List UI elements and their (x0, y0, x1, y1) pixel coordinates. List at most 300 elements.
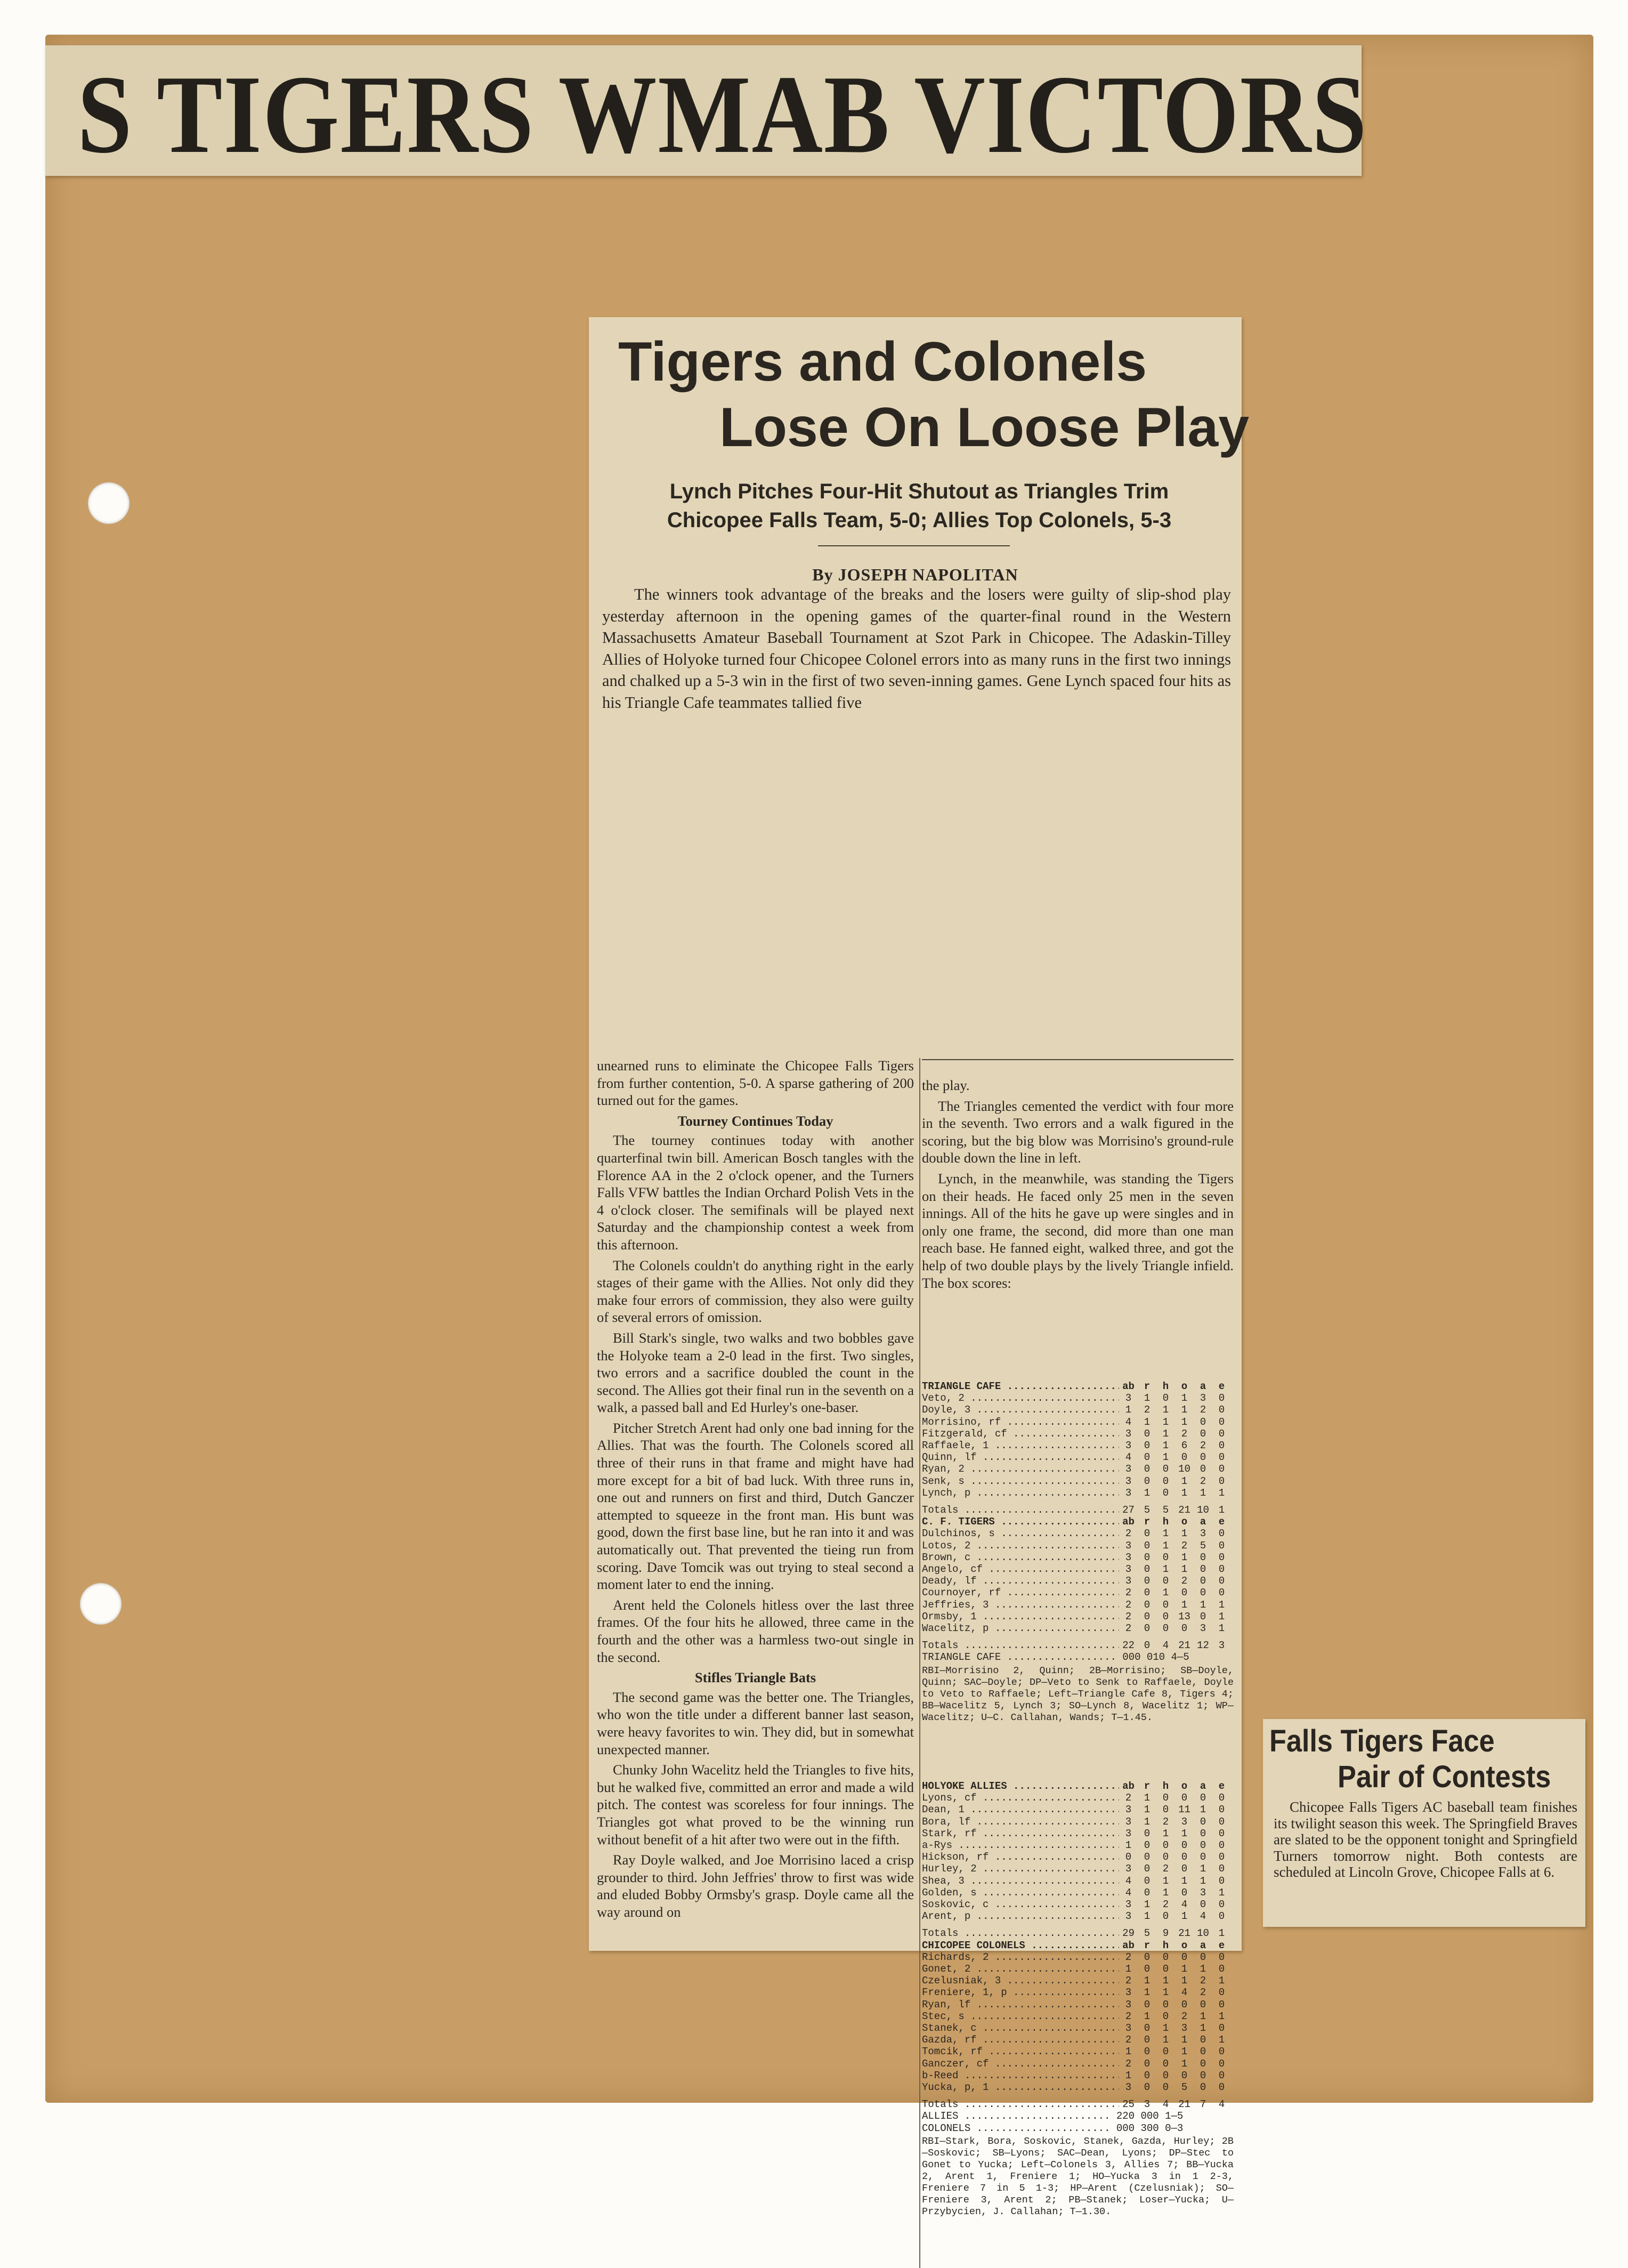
stat-value: e (1218, 1939, 1225, 1951)
stat-value: e (1218, 1381, 1225, 1392)
stat-value: 4 (1125, 1451, 1132, 1464)
box-score-allies-colonels (922, 1780, 1234, 2222)
stat-value: 0 (1125, 1851, 1132, 1863)
player-name: Hickson, rf ..... (922, 1851, 1119, 1863)
player-name: Dulchinos, s ..... (922, 1528, 1119, 1539)
box-player-row (922, 1975, 1234, 1987)
stat-value: 0 (1162, 1551, 1169, 1563)
stat-value: 1 (1218, 1504, 1225, 1516)
stat-value: 2 (1181, 1427, 1188, 1440)
stat-values (1119, 1975, 1231, 1987)
stat-value: 2 (1200, 1440, 1206, 1452)
stat-value: 0 (1144, 1610, 1151, 1623)
stat-value: 1 (1144, 1487, 1151, 1499)
stat-values (1119, 1428, 1231, 1440)
left-column-paragraph: Bill Stark's single, two walks and two bobbles gave the Holyoke team a 2-0 lead in the first. Two singles, two errors and a sacrifice doubled the count in the second. The Allies got their final run in the seventh on a walk, a passed ball and Ed Hurley's one-baser. (597, 1329, 914, 1416)
player-name: Hurley, 2 ..... (922, 1863, 1119, 1875)
stat-value: 1 (1181, 2057, 1188, 2070)
stat-value: 13 (1178, 1610, 1190, 1623)
stat-value: 0 (1200, 1575, 1206, 1587)
player-name: Raffaele, 1 ..... (922, 1440, 1119, 1451)
subhead: Tourney Continues Today (677, 1112, 833, 1129)
stat-value: 0 (1144, 1863, 1151, 1875)
stat-value: 1 (1181, 1404, 1188, 1416)
stat-values (1119, 1987, 1231, 1998)
stat-value: 0 (1200, 1463, 1206, 1475)
stat-value: 0 (1218, 1998, 1225, 2011)
stat-value: 0 (1162, 1998, 1169, 2011)
stat-value: 2 (1144, 1404, 1151, 1416)
player-name: C. F. TIGERS ..... (922, 1516, 1119, 1528)
stat-value: 1 (1218, 1886, 1225, 1899)
stat-value: 0 (1218, 1804, 1225, 1816)
stat-value: 0 (1218, 1575, 1225, 1587)
stat-value: 0 (1200, 1998, 1206, 2011)
stat-values (1119, 2070, 1231, 2081)
player-name: Czelusniak, 3 ..... (922, 1975, 1119, 1987)
stat-value: 0 (1162, 2046, 1169, 2058)
stat-value: 0 (1162, 1910, 1169, 1923)
stat-value: 27 (1122, 1504, 1135, 1516)
stat-value: 0 (1144, 1563, 1151, 1576)
stat-value: 2 (1125, 1792, 1132, 1804)
stat-value: 3 (1125, 1539, 1132, 1552)
article-clipping (589, 317, 1250, 2217)
stat-values (1119, 2034, 1231, 2046)
box-player-row (922, 1910, 1234, 1922)
stat-value: 4 (1125, 1416, 1132, 1428)
stat-value: 0 (1218, 2069, 1225, 2081)
stat-values (1119, 1963, 1231, 1975)
stat-value: 0 (1218, 1875, 1225, 1887)
stat-values (1119, 1804, 1231, 1815)
box-header-row (922, 1780, 1234, 1792)
stat-value: 1 (1181, 1875, 1188, 1887)
box-player-row (922, 1451, 1234, 1463)
stat-value: 0 (1144, 1963, 1151, 1975)
stat-value: 0 (1218, 1827, 1225, 1839)
box-header-row (922, 1516, 1234, 1528)
stat-value: 3 (1218, 1640, 1225, 1652)
stat-value: 1 (1125, 1963, 1132, 1975)
stat-value: 0 (1144, 2034, 1151, 2046)
headline-line-1: Tigers and Colonels (618, 331, 1147, 393)
stat-value: 5 (1144, 1504, 1151, 1516)
stat-value: h (1162, 1516, 1169, 1528)
box-player-row (922, 2034, 1234, 2046)
box-player-row (922, 1552, 1234, 1563)
stat-value: 1 (1144, 1392, 1151, 1405)
stat-value: 0 (1181, 2069, 1188, 2081)
stat-value: 0 (1218, 1792, 1225, 1804)
stat-value: 1 (1125, 2046, 1132, 2058)
stat-value: 10 (1197, 1927, 1209, 1940)
stat-value: 11 (1178, 1804, 1190, 1816)
stat-value: 1 (1144, 2010, 1151, 2022)
box-player-row (922, 1475, 1234, 1487)
stat-value: 2 (1125, 1610, 1132, 1623)
stat-value: 1 (1162, 2022, 1169, 2035)
stat-value: 3 (1125, 1440, 1132, 1452)
stat-value: 1 (1218, 1599, 1225, 1611)
stat-values (1119, 1487, 1231, 1499)
subhead: Stifles Triangle Bats (694, 1669, 816, 1686)
stat-value: 3 (1125, 1815, 1132, 1828)
stat-value: 1 (1218, 1975, 1225, 1987)
stat-value: 0 (1144, 1528, 1151, 1540)
player-name: Soskovic, c ..... (922, 1899, 1119, 1910)
stat-value: 10 (1178, 1463, 1190, 1475)
stat-value: 3 (1125, 2081, 1132, 2094)
stat-value: 0 (1144, 1599, 1151, 1611)
box-player-row (922, 1623, 1234, 1634)
stat-value: 1 (1162, 1563, 1169, 1576)
stat-value: 0 (1200, 1551, 1206, 1563)
player-name: Dean, 1 ..... (922, 1804, 1119, 1815)
box-player-row (922, 2081, 1234, 2093)
stat-value: 2 (1200, 1475, 1206, 1487)
box-player-row (922, 1440, 1234, 1451)
stat-value: ab (1122, 1516, 1135, 1528)
stat-values (1119, 1440, 1231, 1451)
stat-value: ab (1122, 1939, 1135, 1951)
stat-values (1119, 1828, 1231, 1839)
box-player-row (922, 1587, 1234, 1599)
stat-value: 0 (1144, 1539, 1151, 1552)
stat-value: 21 (1178, 1640, 1190, 1652)
stat-values (1119, 1640, 1231, 1651)
stat-value: 0 (1200, 2034, 1206, 2046)
box-header-row (922, 1940, 1234, 1951)
stat-value: r (1144, 1381, 1151, 1392)
right-column-paragraph: Lynch, in the meanwhile, was standing the Tigers on their heads. He faced only 25 men in the seven innings. All of the hits he gave up were singles and in only one frame, the second, did more than one man reach base. He fanned eight, walked three, and got the help of two double plays by the lively Triangle infield. The box scores: (922, 1170, 1234, 1291)
stat-value: 0 (1144, 1640, 1151, 1652)
left-column-paragraph: The tourney continues today with another quarterfinal twin bill. American Bosch tangles with the Florence AA in the 2 o'clock opener, and the Turners Falls VFW battles the Indian Orchard Polish Vets in the 4 o'clock closer. The semifinals will be played next Saturday and the championship contest a week from this afternoon. (597, 1132, 914, 1253)
box-player-row (922, 1999, 1234, 2011)
stat-value: 1 (1162, 1827, 1169, 1839)
stat-value: 1 (1218, 1623, 1225, 1635)
player-name: Stark, rf ..... (922, 1828, 1119, 1839)
stat-value: 1 (1218, 2010, 1225, 2022)
stat-value: 2 (1125, 1587, 1132, 1599)
stat-value: 2 (1181, 1539, 1188, 1552)
stat-value: 0 (1218, 1463, 1225, 1475)
stat-value: 1 (1181, 2034, 1188, 2046)
box-player-row (922, 2070, 1234, 2081)
stat-value: o (1181, 1381, 1188, 1392)
line-score: COLONELS ...................... 000 300 0—3 (922, 2122, 1184, 2134)
player-name: Freniere, 1, p ..... (922, 1987, 1119, 1998)
stat-value: 0 (1200, 1839, 1206, 1852)
stat-values (1119, 1792, 1231, 1804)
stat-value: 0 (1162, 2057, 1169, 2070)
stat-value: ab (1122, 1381, 1135, 1392)
player-name: Totals ..... (922, 1504, 1119, 1516)
stat-value: 1 (1144, 1975, 1151, 1987)
box-player-row (922, 1899, 1234, 1910)
stat-value: h (1162, 1780, 1169, 1792)
box-player-row (922, 1951, 1234, 1963)
side-headline-line-2: Pair of Contests (1338, 1759, 1551, 1794)
stat-value: 2 (1125, 2057, 1132, 2070)
stat-value: 2 (1125, 2034, 1132, 2046)
stat-value: 2 (1181, 1575, 1188, 1587)
box-player-row (922, 1987, 1234, 1998)
stat-value: 21 (1178, 1504, 1190, 1516)
stat-value: 0 (1181, 1792, 1188, 1804)
stat-value: 3 (1125, 1998, 1132, 2011)
stat-value: 0 (1162, 2010, 1169, 2022)
box-player-row (922, 1428, 1234, 1440)
stat-value: 1 (1144, 1792, 1151, 1804)
stat-value: 0 (1218, 1910, 1225, 1923)
player-name: Brown, c ..... (922, 1552, 1119, 1563)
stat-value: 3 (1200, 1528, 1206, 1540)
stat-value: 0 (1162, 1839, 1169, 1852)
stat-values (1119, 2081, 1231, 2093)
stat-values (1119, 1816, 1231, 1828)
stat-value: 1 (1200, 2022, 1206, 2035)
stat-value: 1 (1181, 1392, 1188, 1405)
stat-value: 0 (1144, 1587, 1151, 1599)
stat-value: 0 (1200, 2069, 1206, 2081)
left-column-paragraph: Chunky John Wacelitz held the Triangles to five hits, but he walked five, committed an error and made a wild pitch. The contest was scoreless for four innings. The Triangles got what proved to be the winning run without benefit of a hit after two were out in the fifth. (597, 1762, 914, 1847)
stat-value: 0 (1200, 1610, 1206, 1623)
stat-value: 0 (1144, 1451, 1151, 1464)
stat-value: 2 (1200, 1404, 1206, 1416)
stat-value: 0 (1200, 1851, 1206, 1863)
headline-line-2: Lose On Loose Play (719, 397, 1250, 458)
stat-values (1119, 1528, 1231, 1539)
box-player-row (922, 1828, 1234, 1839)
box-player-row (922, 1487, 1234, 1499)
line-score: ALLIES ........................ 220 000 1—5 (922, 2110, 1184, 2122)
stat-value: 0 (1144, 1886, 1151, 1899)
stat-value: 0 (1144, 1427, 1151, 1440)
stat-value: 0 (1144, 1551, 1151, 1563)
player-name: Stanek, c ..... (922, 2022, 1119, 2034)
left-column-paragraph: unearned runs to eliminate the Chicopee Falls Tigers from further contention, 5-0. A sparse gathering of 200 turned out for the games. (597, 1058, 914, 1109)
left-column-paragraph: Pitcher Stretch Arent had only one bad inning for the Allies. That was the fourth. The Colonels scored all three of their runs in that frame and might have had more except for a bit of bad luck. With three runs in, one out and runners on first and third, Dutch Ganczer attempted to squeeze in the front man. His bunt was good, down the first base line, but he ran into it and was automatically out. That prevented the tieing run from scoring. Dave Tomcik was out trying to steal second a moment later to end the inning. (597, 1419, 914, 1593)
stat-value: 0 (1218, 1951, 1225, 1963)
stat-value: 1 (1162, 1404, 1169, 1416)
stat-value: 1 (1200, 1875, 1206, 1887)
side-clipping (1263, 1719, 1585, 1927)
stat-value: 1 (1200, 1599, 1206, 1611)
stat-value: 4 (1162, 2098, 1169, 2111)
stat-value: 1 (1181, 1827, 1188, 1839)
stat-value: 0 (1144, 1951, 1151, 1963)
stat-value: 1 (1200, 1963, 1206, 1975)
stat-value: 3 (1125, 1463, 1132, 1475)
stat-value: 3 (1125, 1487, 1132, 1499)
stat-value: 0 (1218, 1392, 1225, 1405)
player-name: CHICOPEE COLONELS ..... (922, 1940, 1119, 1951)
stat-value: 1 (1200, 1804, 1206, 1816)
stat-value: 0 (1218, 1416, 1225, 1428)
stat-value: 2 (1125, 1951, 1132, 1963)
stat-value: 0 (1181, 1451, 1188, 1464)
stat-value: 29 (1122, 1927, 1135, 1940)
stat-value: 1 (1144, 1910, 1151, 1923)
binder-hole-bottom (80, 1583, 122, 1625)
player-name: Ormsby, 1 ..... (922, 1611, 1119, 1623)
column-rule (922, 1059, 1234, 1060)
stat-values (1119, 1540, 1231, 1552)
stat-values (1119, 1587, 1231, 1599)
stat-value: 0 (1218, 1451, 1225, 1464)
stat-value: 0 (1162, 1487, 1169, 1499)
stat-value: 4 (1125, 1886, 1132, 1899)
stat-values (1119, 1404, 1231, 1416)
stat-value: 1 (1181, 1563, 1188, 1576)
stat-value: 0 (1162, 2081, 1169, 2094)
stat-values (1119, 2098, 1231, 2110)
stat-value: 0 (1218, 1899, 1225, 1911)
stat-value: 1 (1125, 2069, 1132, 2081)
stat-value: o (1181, 1939, 1188, 1951)
player-name: Totals ..... (922, 2098, 1119, 2110)
player-name: Shea, 3 ..... (922, 1875, 1119, 1887)
player-name: Gazda, rf ..... (922, 2034, 1119, 2046)
stat-value: 1 (1181, 2046, 1188, 2058)
stat-values (1119, 1475, 1231, 1487)
stat-value: 5 (1200, 1539, 1206, 1552)
stat-value: 1 (1162, 1427, 1169, 1440)
box-totals-row (922, 2098, 1234, 2110)
player-name: Morrisino, rf ..... (922, 1416, 1119, 1428)
left-column-paragraph: Arent held the Colonels hitless over the last three frames. Of the four hits he allowed, three came in the fourth and the other was a harmless two-out single in the second. (597, 1596, 914, 1665)
stat-value: 0 (1200, 1792, 1206, 1804)
stat-value: 4 (1125, 1875, 1132, 1887)
box-player-row (922, 1839, 1234, 1851)
stat-value: 0 (1218, 1987, 1225, 1999)
stat-value: 0 (1200, 1899, 1206, 1911)
stat-values (1119, 1575, 1231, 1587)
stat-value: 3 (1125, 1899, 1132, 1911)
stat-values (1119, 1940, 1231, 1951)
left-column-paragraph: The Colonels couldn't do anything right in the early stages of their game with the Allies. Not only did they make four errors of commission, they also were guilty of several errors of omission. (597, 1257, 914, 1326)
stat-values (1119, 2058, 1231, 2070)
stat-value: e (1218, 1780, 1225, 1792)
side-headline-line-1: Falls Tigers Face (1269, 1724, 1495, 1758)
player-name: Jeffries, 3 ..... (922, 1599, 1119, 1611)
stat-values (1119, 1504, 1231, 1516)
stat-value: 0 (1200, 2057, 1206, 2070)
stat-value: 1 (1144, 1804, 1151, 1816)
stat-value: 0 (1200, 1587, 1206, 1599)
box-player-row (922, 1611, 1234, 1623)
stat-values (1119, 1875, 1231, 1887)
stat-value: 0 (1218, 1839, 1225, 1852)
stat-value: 0 (1181, 1623, 1188, 1635)
stat-value: 5 (1144, 1927, 1151, 1940)
stat-value: 3 (1125, 1987, 1132, 1999)
stat-value: r (1144, 1516, 1151, 1528)
stat-values (1119, 1780, 1231, 1792)
stat-value: 0 (1200, 1451, 1206, 1464)
stat-value: 0 (1144, 2069, 1151, 2081)
stat-value: 0 (1200, 1827, 1206, 1839)
stat-value: 1 (1144, 1815, 1151, 1828)
box-player-row (922, 1404, 1234, 1416)
player-name: b-Reed ..... (922, 2070, 1119, 2081)
box-header-row (922, 1381, 1234, 1392)
player-name: Yucka, p, 1 ..... (922, 2081, 1119, 2093)
stat-value: 0 (1144, 1463, 1151, 1475)
box-totals-row (922, 1504, 1234, 1516)
stat-value: 0 (1200, 1563, 1206, 1576)
stat-value: 0 (1181, 1587, 1188, 1599)
stat-value: 1 (1162, 1975, 1169, 1987)
box-player-row (922, 1792, 1234, 1804)
stat-value: 1 (1218, 1927, 1225, 1940)
stat-value: 22 (1122, 1640, 1135, 1652)
stat-value: 1 (1181, 1487, 1188, 1499)
stat-value: 0 (1162, 1623, 1169, 1635)
stat-value: 2 (1200, 1987, 1206, 1999)
stat-value: 12 (1197, 1640, 1209, 1652)
stat-value: 0 (1218, 1815, 1225, 1828)
stat-value: 0 (1144, 1827, 1151, 1839)
stat-value: 1 (1181, 1599, 1188, 1611)
stat-value: 1 (1181, 1910, 1188, 1923)
player-name: Angelo, cf ..... (922, 1563, 1119, 1575)
stat-values (1119, 1851, 1231, 1863)
right-column (922, 1077, 1234, 1295)
stat-value: 0 (1218, 2057, 1225, 2070)
left-column-paragraph: Ray Doyle walked, and Joe Morrisino laced a crisp grounder to third. John Jeffries' throw to first was wide and eluded Bobby Ormsby's grasp. Doyle came all the way around on (597, 1852, 914, 1920)
stat-value: a (1200, 1516, 1206, 1528)
stat-value: ab (1122, 1780, 1135, 1792)
stat-value: 1 (1200, 2010, 1206, 2022)
player-name: Lyons, cf ..... (922, 1792, 1119, 1804)
stat-value: 0 (1144, 1575, 1151, 1587)
stat-value: 2 (1162, 1815, 1169, 1828)
stat-value: 0 (1218, 1587, 1225, 1599)
box-player-row (922, 1887, 1234, 1899)
box-player-row (922, 1416, 1234, 1428)
player-name: Gonet, 2 ..... (922, 1963, 1119, 1975)
deck-line-1: Lynch Pitches Four-Hit Shutout as Triangles Trim (669, 480, 1169, 503)
stat-value: 4 (1162, 1640, 1169, 1652)
lead-paragraph: The winners took advantage of the breaks and the losers were guilty of slip-shod play yesterday afternoon in the opening games of the quarter-final round in the Western Massachusetts Amateur Baseball Tournament at Szot Park in Chicopee. The Adaskin-Tilley Allies of Holyoke turned four Chicopee Colonel errors into as many runs in the first two innings and chalked up a 5-3 win in the first of two seven-inning games. Gene Lynch spaced four hits as his Triangle Cafe teammates tallied five (602, 585, 1231, 712)
stat-value: 1 (1181, 1416, 1188, 1428)
stat-values (1119, 1999, 1231, 2011)
stat-value: 6 (1181, 1440, 1188, 1452)
box-player-row (922, 1463, 1234, 1475)
stat-value: 1 (1162, 2034, 1169, 2046)
stat-value: 0 (1181, 1998, 1188, 2011)
stat-value: 3 (1200, 1623, 1206, 1635)
stat-values (1119, 1927, 1231, 1939)
stat-value: 9 (1162, 1927, 1169, 1940)
box-player-row (922, 1863, 1234, 1875)
box-player-row (922, 1575, 1234, 1587)
player-name: Ryan, lf ..... (922, 1999, 1119, 2011)
stat-value: 2 (1181, 2010, 1188, 2022)
stat-value: 0 (1200, 2046, 1206, 2058)
stat-value: e (1218, 1516, 1225, 1528)
stat-value: a (1200, 1939, 1206, 1951)
box-summary: RBI—Morrisino 2, Quinn; 2B—Morrisino; SB—Doyle, Quinn; SAC—Doyle; DP—Veto to Senk to Raffaele, Doyle to Veto to Raffaele; Left—Triangle Cafe 8, Tigers 4; BB—Wacelitz 5, Lynch 3; SO—Lynch 8, Wacelitz 1; WP—Wacelitz; U—C. Callahan, Wands; T—1.45. (922, 1665, 1234, 1723)
box-player-row (922, 1963, 1234, 1975)
stat-value: 0 (1144, 1440, 1151, 1452)
box-totals-row (922, 1927, 1234, 1939)
stat-values (1119, 1899, 1231, 1910)
stat-value: 0 (1200, 2081, 1206, 2094)
stat-value: 0 (1162, 1851, 1169, 1863)
